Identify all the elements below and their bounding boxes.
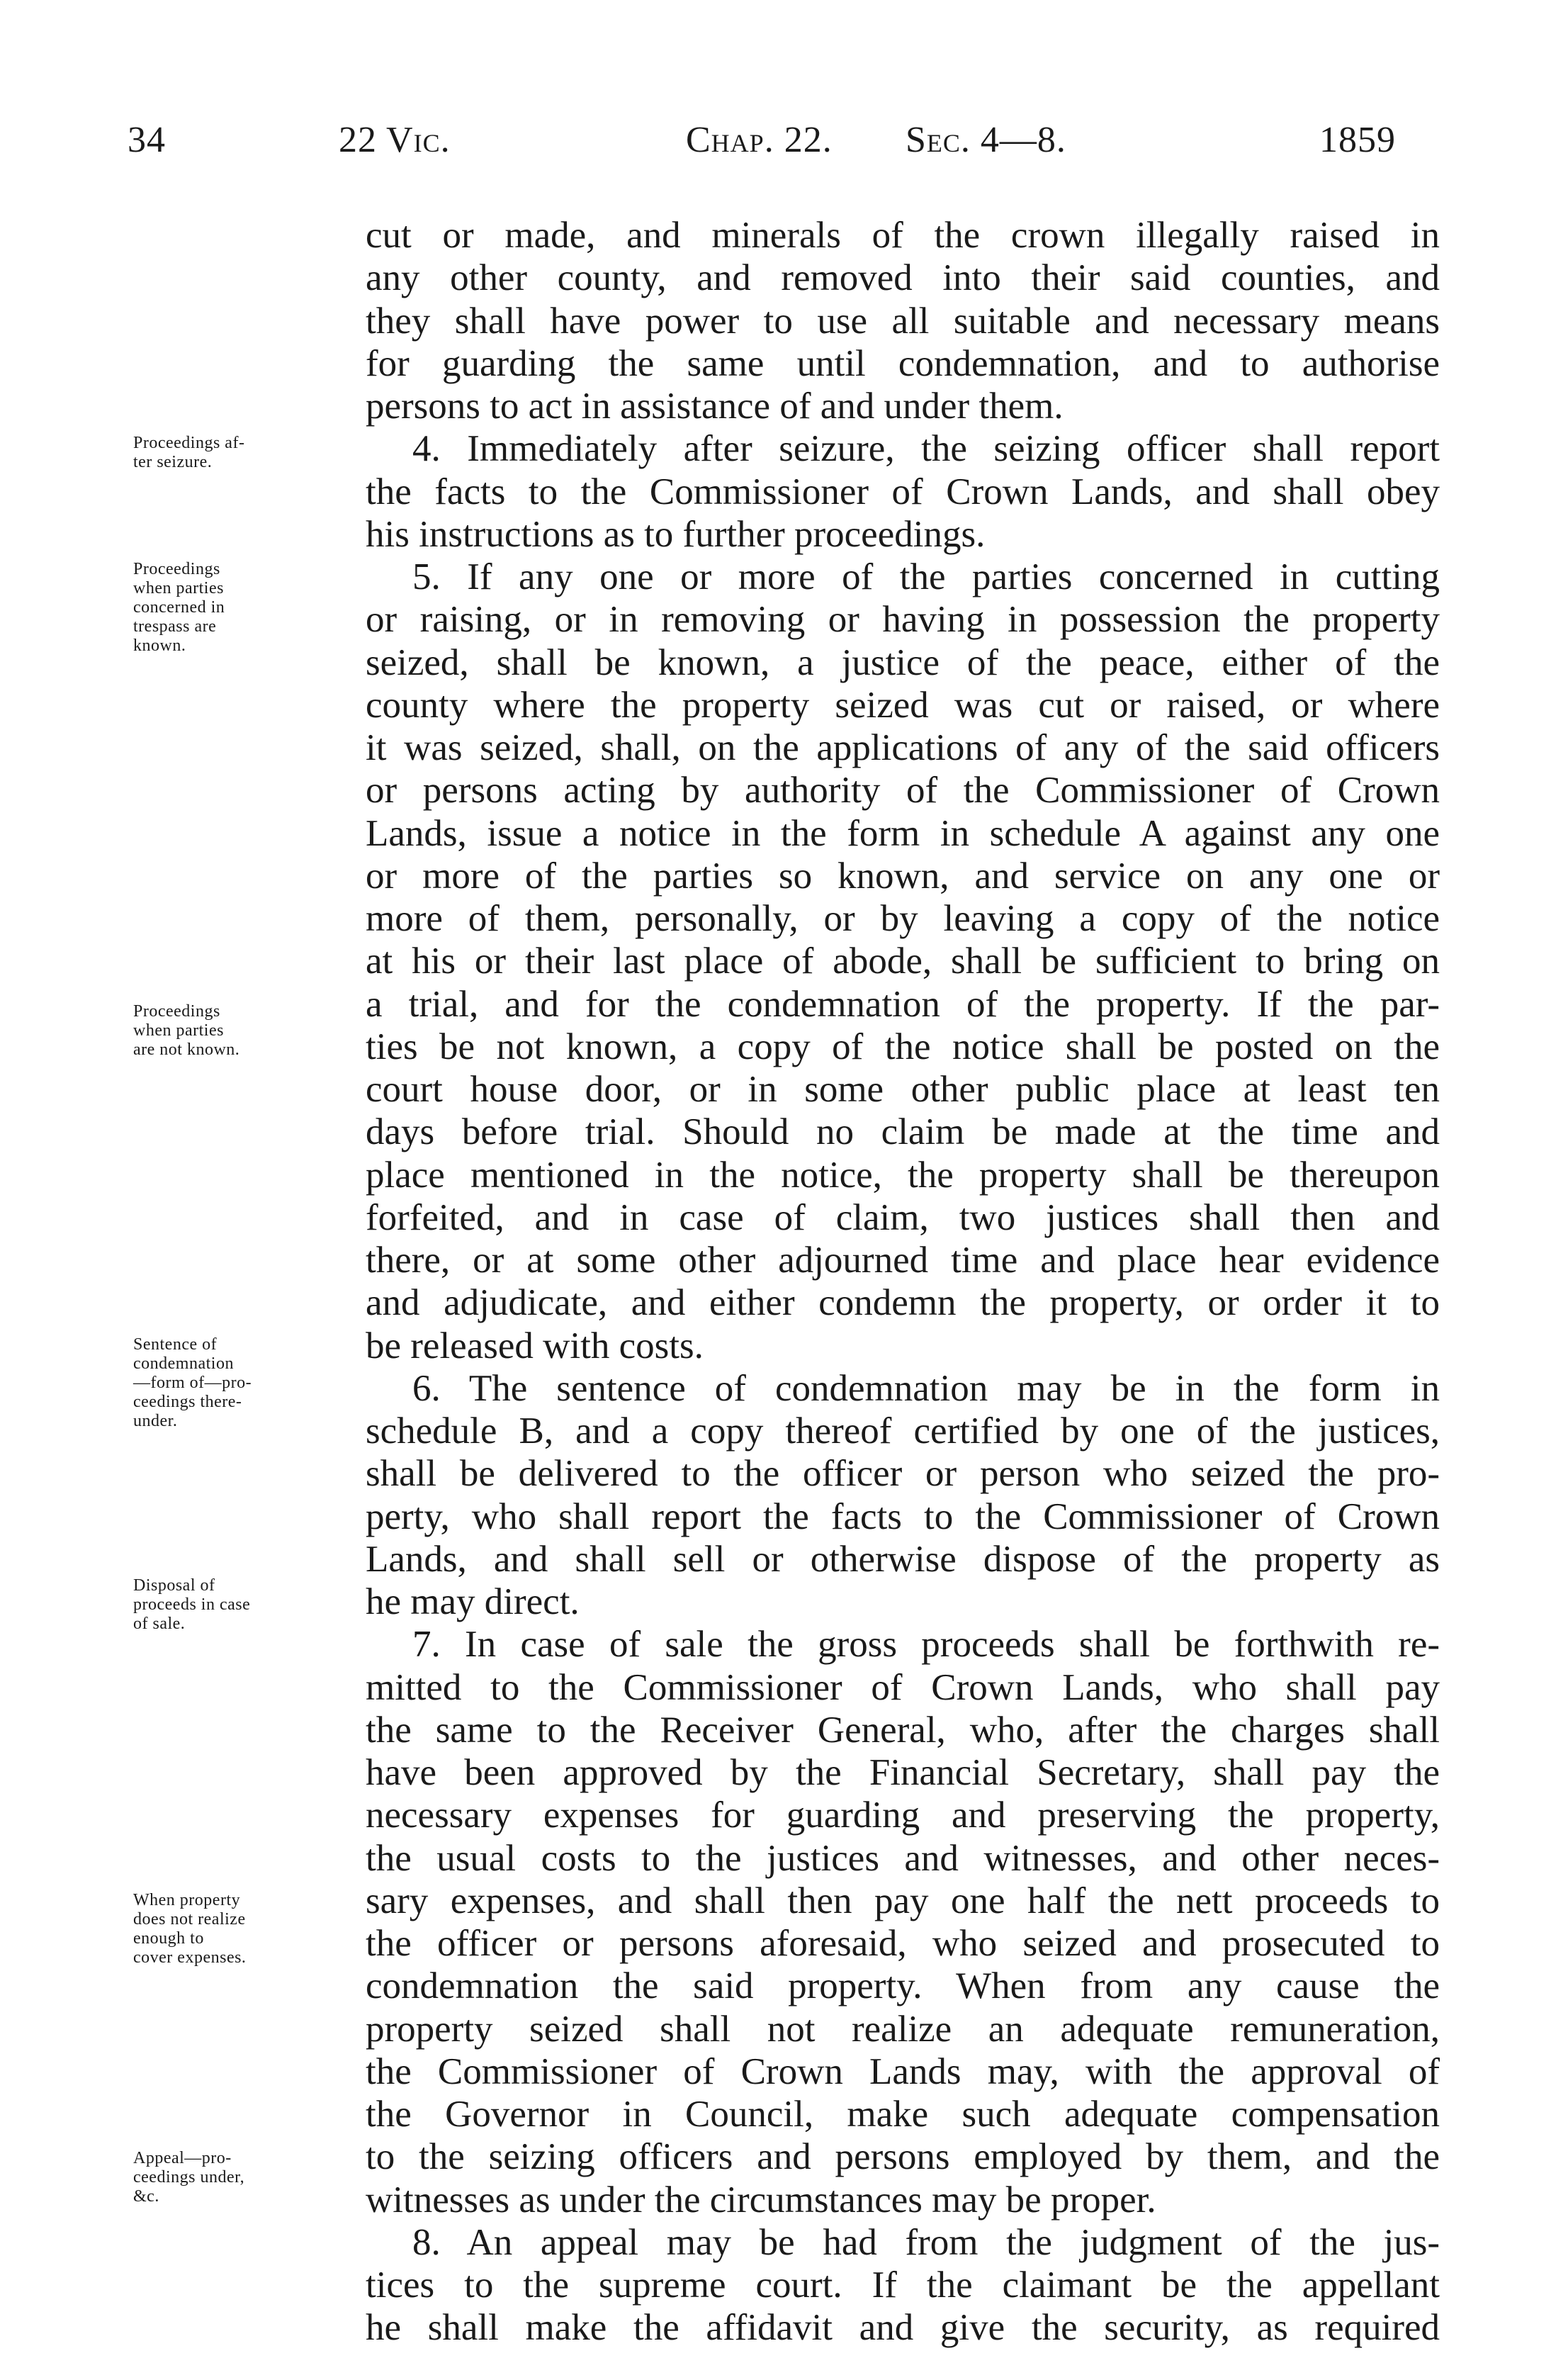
section-range: Sec. 4—8. bbox=[906, 120, 1066, 160]
body-line: ties be not known, a copy of the notice shall be posted on the bbox=[366, 1026, 1440, 1067]
body-line: the Governor in Council, make such adequate compensation bbox=[366, 2094, 1440, 2135]
side-note bbox=[133, 1002, 353, 1060]
regnal-year: 22 Vic. bbox=[339, 120, 451, 160]
body-line: 8. An appeal may be had from the judgment of the jus- bbox=[412, 2221, 1440, 2263]
side-note-line: Disposal of bbox=[133, 1576, 215, 1595]
body-line: seized, shall be known, a justice of the peace, either of the bbox=[366, 641, 1440, 683]
body-line: there, or at some other adjourned time and place hear evidence bbox=[366, 1240, 1440, 1281]
body-line: condemnation the said property. When from any cause the bbox=[366, 1965, 1440, 2007]
side-note-line: —form of—pro- bbox=[133, 1374, 252, 1392]
side-note-line: does not realize bbox=[133, 1910, 246, 1929]
side-note-line: concerned in bbox=[133, 598, 225, 617]
side-note-line: cover expenses. bbox=[133, 1948, 247, 1967]
body-line: a trial, and for the condemnation of the property. If the par- bbox=[366, 983, 1440, 1025]
body-line: 5. If any one or more of the parties concerned in cutting bbox=[412, 556, 1440, 597]
body-line: cut or made, and minerals of the crown illegally raised in bbox=[366, 215, 1440, 256]
body-line: county where the property seized was cut or raised, or where bbox=[366, 684, 1440, 726]
body-line: Lands, issue a notice in the form in schedule A against any one bbox=[366, 812, 1440, 854]
side-note-line: condemnation bbox=[133, 1354, 234, 1373]
body-line: 7. In case of sale the gross proceeds shall be forthwith re- bbox=[412, 1624, 1440, 1666]
page-number: 34 bbox=[128, 120, 166, 160]
body-line: property seized shall not realize an adequate remuneration, bbox=[366, 2008, 1440, 2050]
side-note-line: under. bbox=[133, 1412, 178, 1430]
year: 1859 bbox=[1319, 120, 1396, 160]
body-line: the facts to the Commissioner of Crown Lands, and shall obey bbox=[366, 471, 1440, 512]
body-line: persons to act in assistance of and under them. bbox=[366, 386, 1064, 427]
side-note-line: when parties bbox=[133, 1021, 224, 1040]
body-line: perty, who shall report the facts to the Commissioner of Crown bbox=[366, 1495, 1440, 1537]
chapter-label: Chap. 22. bbox=[686, 120, 833, 160]
side-note-line: trespass are bbox=[133, 617, 217, 636]
body-line: or more of the parties so known, and service on any one or bbox=[366, 855, 1440, 897]
body-line: 6. The sentence of condemnation may be in the form in bbox=[412, 1367, 1440, 1409]
side-note bbox=[133, 1335, 353, 1431]
body-line: have been approved by the Financial Secretary, shall pay the bbox=[366, 1752, 1440, 1793]
body-line: mitted to the Commissioner of Crown Lands, who shall pay bbox=[366, 1666, 1440, 1708]
body-line: schedule B, and a copy thereof certified by one of the justices, bbox=[366, 1410, 1440, 1452]
body-line: court house door, or in some other public place at least ten bbox=[366, 1069, 1440, 1110]
body-line: or persons acting by authority of the Commissioner of Crown bbox=[366, 770, 1440, 812]
side-note-line: enough to bbox=[133, 1929, 204, 1948]
side-note bbox=[133, 2149, 353, 2206]
body-line: at his or their last place of abode, shall be sufficient to bring on bbox=[366, 941, 1440, 982]
body-line: tices to the supreme court. If the claimant be the appellant bbox=[366, 2264, 1440, 2306]
side-note bbox=[133, 1891, 353, 1968]
side-note-line: When property bbox=[133, 1891, 241, 1909]
body-line: the Commissioner of Crown Lands may, with the approval of bbox=[366, 2050, 1440, 2092]
body-line: 4. Immediately after seizure, the seizing officer shall report bbox=[412, 428, 1440, 470]
body-line: witnesses as under the circumstances may be proper. bbox=[366, 2179, 1156, 2221]
side-note-line: ceedings there- bbox=[133, 1393, 242, 1411]
side-note-line: are not known. bbox=[133, 1040, 240, 1059]
side-note-line: known. bbox=[133, 636, 186, 655]
body-line: place mentioned in the notice, the property shall be thereupon bbox=[366, 1154, 1440, 1196]
side-note-line: ter seizure. bbox=[133, 453, 213, 471]
side-note bbox=[133, 1576, 353, 1634]
side-note-line: Proceedings af- bbox=[133, 434, 245, 452]
body-line: or raising, or in removing or having in possession the property bbox=[366, 599, 1440, 641]
side-note-line: when parties bbox=[133, 579, 224, 597]
side-note bbox=[133, 560, 353, 656]
side-note-line: proceeds in case bbox=[133, 1595, 251, 1614]
body-line: he shall make the affidavit and give the security, as required bbox=[366, 2307, 1440, 2349]
side-note-line: ceedings under, bbox=[133, 2168, 245, 2187]
side-note-line: Proceedings bbox=[133, 1002, 220, 1021]
side-note bbox=[133, 434, 353, 472]
side-note-line: Appeal—pro- bbox=[133, 2149, 232, 2167]
body-line: forfeited, and in case of claim, two justices shall then and bbox=[366, 1196, 1440, 1238]
body-line: more of them, personally, or by leaving a copy of the notice bbox=[366, 898, 1440, 939]
body-line: to the seizing officers and persons employed by them, and the bbox=[366, 2136, 1440, 2178]
body-line: for guarding the same until condemnation, and to authorise bbox=[366, 342, 1440, 384]
body-line: he may direct. bbox=[366, 1581, 580, 1622]
body-line: his instructions as to further proceedings. bbox=[366, 513, 986, 555]
body-line: the officer or persons aforesaid, who seized and prosecuted to bbox=[366, 1923, 1440, 1964]
body-line: shall be delivered to the officer or person who seized the pro- bbox=[366, 1453, 1440, 1495]
body-line: the usual costs to the justices and witnesses, and other neces- bbox=[366, 1837, 1440, 1879]
body-line: it was seized, shall, on the applications of any of the said officers bbox=[366, 727, 1440, 768]
body-line: the same to the Receiver General, who, after the charges shall bbox=[366, 1709, 1440, 1751]
side-note-line: of sale. bbox=[133, 1615, 186, 1633]
body-line: they shall have power to use all suitable and necessary means bbox=[366, 300, 1440, 342]
body-line: necessary expenses for guarding and preserving the property, bbox=[366, 1795, 1440, 1836]
side-note-line: Sentence of bbox=[133, 1335, 218, 1354]
side-note-line: &c. bbox=[133, 2187, 159, 2206]
side-note-line: Proceedings bbox=[133, 560, 220, 578]
body-line: and adjudicate, and either condemn the property, or order it to bbox=[366, 1282, 1440, 1324]
body-line: days before trial. Should no claim be made at the time and bbox=[366, 1111, 1440, 1153]
body-line: Lands, and shall sell or otherwise dispose of the property as bbox=[366, 1538, 1440, 1580]
body-line: be released with costs. bbox=[366, 1325, 704, 1366]
body-line: any other county, and removed into their said counties, and bbox=[366, 257, 1440, 299]
body-line: sary expenses, and shall then pay one half the nett proceeds to bbox=[366, 1880, 1440, 1921]
